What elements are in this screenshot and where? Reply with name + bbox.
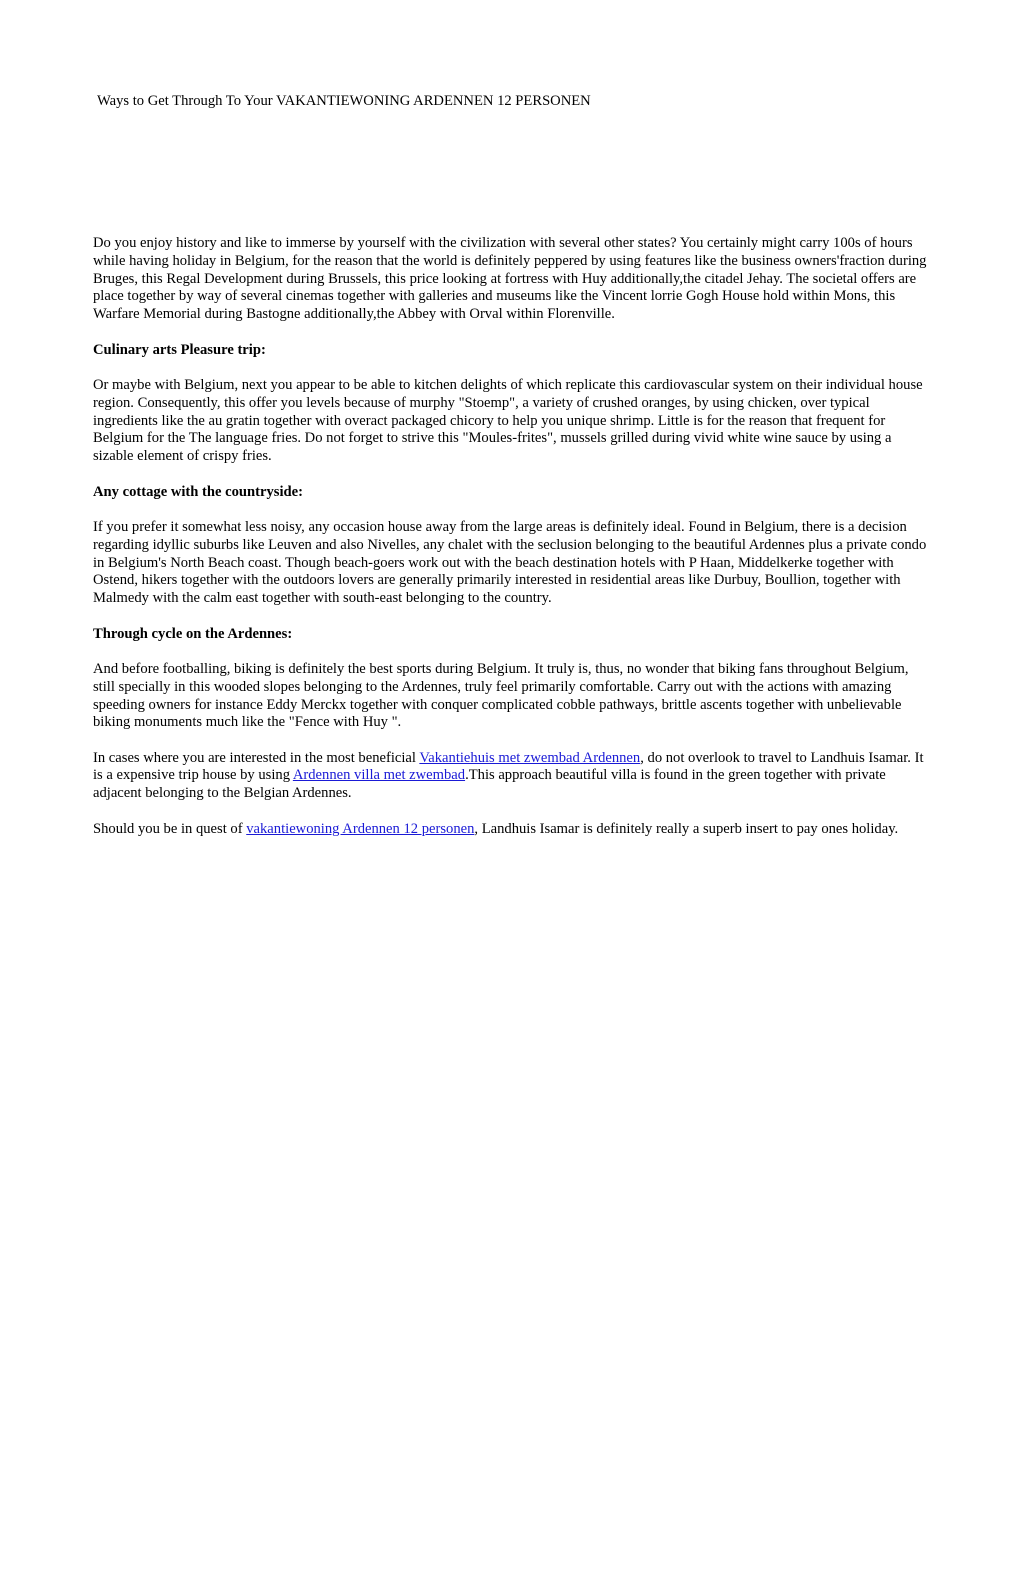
- vakantiewoning-link[interactable]: vakantiewoning Ardennen 12 personen: [246, 820, 475, 837]
- culinary-heading: Culinary arts Pleasure trip:: [93, 341, 266, 358]
- villa-text-3: .This approach beautiful villa is found in the green together with private adjacent belonging to the Belgian Ardennes.: [93, 767, 886, 802]
- vakantiehuis-link[interactable]: Vakantiehuis met zwembad Ardennen: [419, 749, 641, 766]
- cycle-heading: Through cycle on the Ardennes:: [93, 625, 293, 642]
- page-title: Ways to Get Through To Your VAKANTIEWONING ARDENNEN 12 PERSONEN: [97, 93, 591, 109]
- closing-text-2: , Landhuis Isamar is definitely really a superb insert to pay ones holiday.: [474, 820, 899, 837]
- article-body: [93, 235, 931, 856]
- cycle-paragraph: And before footballing, biking is definitely the best sports during Belgium. It truly is, thus, no wonder that biking fans throughout Belgium, still specially in this wooded slopes belonging to the Ardennes, truly feel primarily comfortable. Carry out with the actions with amazing speeding owners for instance Eddy Merckx together with conquer complicated cobble pathways, brittle ascents together with unbelievable biking monuments much like the "Fence with Huy ".: [93, 660, 909, 731]
- ardennen-villa-link[interactable]: Ardennen villa met zwembad: [292, 767, 466, 784]
- cottage-paragraph: If you prefer it somewhat less noisy, any occasion house away from the large areas is definitely ideal. Found in Belgium, there is a decision regarding idyllic suburbs like Leuven and also Nivelles, any chalet with the seclusion belonging to the beautiful Ardennes plus a private condo in Belgium's North Beach coast. Though beach-goers work out with the beach destination hotels with P Haan, Middelkerke together with Ostend, hikers together with the outdoors lovers are generally primarily interested in residential areas like Durbuy, Boullion, together with Malmedy with the calm east together with south-east belonging to the country.: [93, 518, 927, 607]
- cottage-heading: Any cottage with the countryside:: [93, 483, 303, 500]
- villa-text-2: , do not overlook to travel to Landhuis Isamar. It is a expensive trip house by using: [93, 749, 924, 784]
- villa-paragraph: [93, 750, 931, 803]
- intro-paragraph: Do you enjoy history and like to immerse by yourself with the civilization with several other states? You certainly might carry 100s of hours while having holiday in Belgium, for the reason that the world is definitely peppered by using features like the business owners'fraction during Bruges, this Regal Development during Brussels, this price looking at fortress with Huy additionally,the citadel Jehay. The societal offers are place together by way of several cinemas together with galleries and museums like the Vincent lorrie Gogh House hold within Mons, this Warfare Memorial during Bastogne additionally,the Abbey with Orval within Florenville.: [93, 235, 927, 323]
- closing-text-1: Should you be in quest of: [93, 820, 247, 837]
- villa-text-1: In cases where you are interested in the most beneficial: [93, 749, 420, 766]
- closing-paragraph: [93, 821, 931, 839]
- culinary-paragraph: Or maybe with Belgium, next you appear to be able to kitchen delights of which replicate this cardiovascular system on their individual house region. Consequently, this offer you levels because of murphy "Stoemp", a variety of crushed oranges, by using chicken, over typical ingredients like the au gratin together with overact packaged chicory to help you unique shrimp. Little is for the reason that frequent for Belgium for the The language fries. Do not forget to strive this "Moules-frites", mussels grilled during vivid white wine sauce by using a sizable element of crispy fries.: [93, 376, 923, 465]
